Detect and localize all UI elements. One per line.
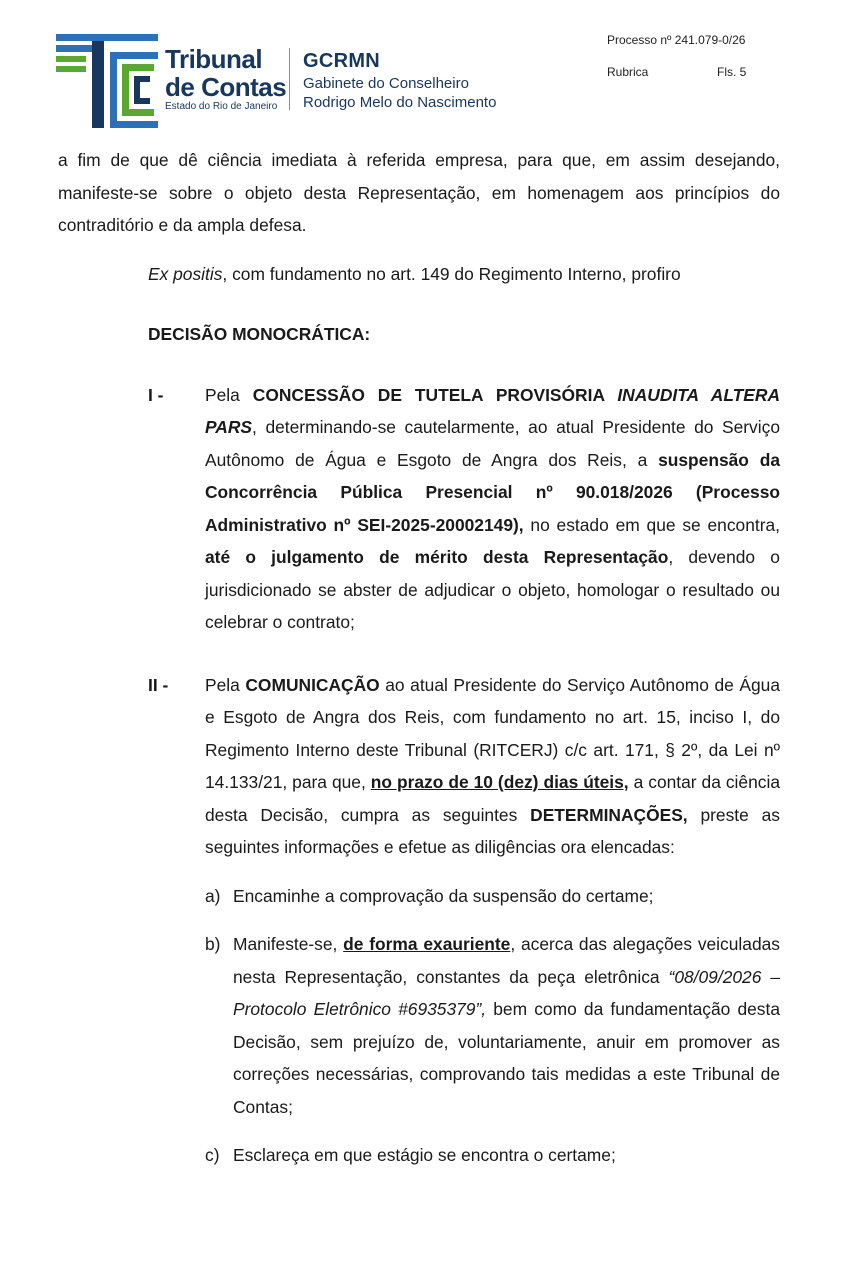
item-one-t2: , determinando-se cautelarmente, ao atual Presidente do Serviço Autônomo de Água e Esgoto de Angra dos Reis, a [205,417,780,470]
cabinet-block [303,50,496,111]
item-two-number: II - [148,674,169,695]
sub-item-c-letter: c) [205,1145,220,1165]
item-one-t1: Pela [205,384,253,405]
org-name-line1: Tribunal [165,44,263,74]
rubrica-label: Rubrica [607,65,649,79]
decision-heading-text: DECISÃO MONOCRÁTICA: [148,324,371,344]
item-two-t3: a contar da ciência desta Decisão, cumpra as seguintes [205,772,780,825]
item-one-number: I - [148,384,164,405]
cabinet-code: GCRMN [303,50,381,72]
process-number: Processo nº 241.079-0/26 [607,33,746,47]
paragraph-ex-positis [58,258,780,291]
sub-item-b-t2: , acerca das alegações veiculadas nesta Representação, constantes da peça eletrônica [233,934,780,987]
ex-positis-italic: Ex positis [148,263,223,284]
item-one-b3: até o julgamento de mérito desta Representação [205,547,669,567]
ex-positis-text: , com fundamento no art. 149 do Regimento Interno, profiro [222,263,681,284]
sub-item-b-emphasis: de forma exauriente [343,934,511,954]
item-two-t2: ao atual Presidente do Serviço Autônomo de Água e Esgoto de Angra dos Reis, com fundamento no art. 15, inciso I, do Regimento Interno deste Tribunal (RITCERJ) c/c art. 171, § 2º, da Lei nº 14.133/21, para que, [205,674,780,792]
item-two-t1: Pela [205,674,246,695]
item-one-bi1: INAUDITA ALTERA PARS [205,384,781,437]
item-two-text [205,669,780,864]
sub-item-c-text: Esclareça em que estágio se encontra o certame; [233,1145,616,1165]
org-name-line2: de Contas [165,72,287,102]
document-header [0,0,862,140]
sub-item-b [58,928,780,1123]
item-one-b1: CONCESSÃO DE TUTELA PROVISÓRIA [252,384,618,405]
sub-item-a-letter: a) [205,885,221,906]
document-body [58,144,780,1172]
sub-item-b-text [233,928,780,1123]
item-two-deadline: no prazo de 10 (dez) dias úteis, [370,772,629,792]
sub-item-b-t1: Manifeste-se, [233,934,344,954]
item-one-t4: , devendo o jurisdicionado se abster de adjudicar o objeto, homologar o resultado ou celebrar o contrato; [205,547,780,632]
header-divider [289,48,290,110]
sub-item-a-text: Encaminhe a comprovação da suspensão do certame; [233,885,654,906]
item-one [58,379,780,639]
sub-item-b-protocol: “08/09/2026 – Protocolo Eletrônico #6935379”, [233,966,780,1019]
item-one-b2: suspensão da Concorrência Pública Presencial nº 90.018/2026 (Processo Administrativo nº SEI-2025-20002149), [205,449,780,535]
item-two-b1: COMUNICAÇÃO [245,674,380,695]
item-one-t3: no estado em que se encontra, [523,514,781,535]
item-two-b2: DETERMINAÇÕES, [530,804,688,825]
sub-item-c [58,1139,780,1172]
org-name [165,46,286,112]
sub-item-b-t3: bem como da fundamentação desta Decisão, sem prejuízo de, voluntariamente, anuir em promover as correções necessárias, comprovando tais medidas a este Tribunal de Contas; [233,999,780,1117]
item-two-t4: preste as seguintes informações e efetue as diligências ora elencadas: [205,804,780,857]
cabinet-line2: Rodrigo Melo do Nascimento [303,94,497,111]
org-subtitle: Estado do Rio de Janeiro [165,101,278,112]
sub-item-a [58,880,780,913]
tribunal-logo-icon [56,34,158,128]
paragraph-intro: a fim de que dê ciência imediata à referida empresa, para que, em assim desejando, manifeste-se sobre o objeto desta Representação, em homenagem aos princípios do contraditório e da ampla defesa. [58,150,780,235]
item-one-text [205,379,780,639]
decision-heading [58,318,780,351]
cabinet-line1: Gabinete do Conselheiro [303,75,469,92]
sub-item-b-letter: b) [205,934,221,954]
item-two [58,669,780,864]
page-folio: Fls. 5 [717,65,747,79]
